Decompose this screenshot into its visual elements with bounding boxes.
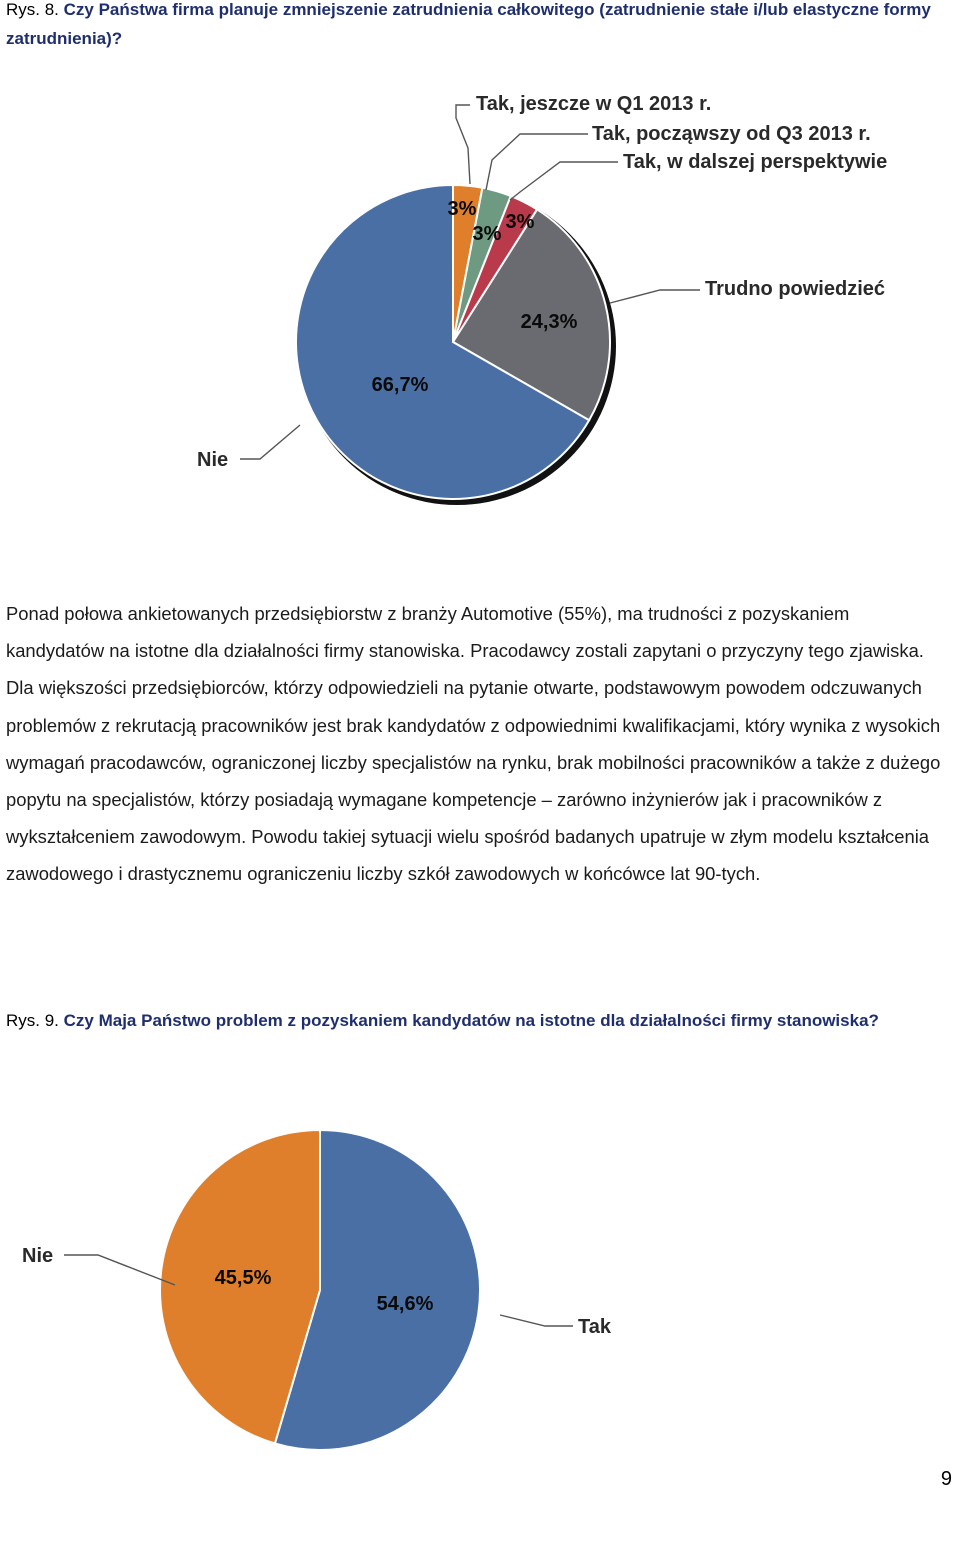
figure-8-number: Rys. 8. bbox=[6, 0, 59, 19]
pie-chart-recruitment-problem bbox=[0, 1090, 960, 1550]
slice-category-label-5: Nie bbox=[197, 449, 229, 471]
slice-category-label-1: Tak bbox=[578, 1316, 611, 1338]
slice-value-label-2: 45,5% bbox=[214, 1267, 272, 1289]
leader-line-1 bbox=[456, 105, 470, 184]
slice-category-label-3: Tak, w dalszej perspektywie bbox=[623, 151, 888, 173]
slice-value-label-1: 3% bbox=[447, 198, 477, 220]
slice-value-label-4: 24,3% bbox=[520, 311, 578, 333]
slice-category-label-2: Nie bbox=[22, 1245, 54, 1267]
figure-9-caption bbox=[6, 1006, 936, 1035]
slice-category-label-2: Tak, począwszy od Q3 2013 r. bbox=[592, 123, 871, 145]
leader-line-1 bbox=[500, 1315, 573, 1326]
figure-9-number: Rys. 9. bbox=[6, 1011, 59, 1030]
leader-line-5 bbox=[240, 425, 300, 459]
page-number: 9 bbox=[940, 1468, 952, 1490]
figure-8-question: Czy Państwa firma planuje zmniejszenie zatrudnienia całkowitego (zatrudnienie stałe i/lub elastyczne formy zatrudnienia)? bbox=[6, 0, 931, 48]
slice-value-label-1: 54,6% bbox=[376, 1293, 434, 1315]
body-paragraph: Ponad połowa ankietowanych przedsiębiorstw z branży Automotive (55%), ma trudności z pozyskaniem kandydatów na istotne dla działalności firmy stanowiska. Pracodawcy zostali zapytani o przyczyny tego zjawiska. Dla większości przedsiębiorców, którzy odpowiedzieli na pytanie otwarte, podstawowym powodem odczuwanych problemów z rekrutacją pracowników jest brak kandydatów z odpowiednimi kwalifikacjami, który wynika z wysokich wymagań pracodawców, ograniczonej liczby specjalistów na rynku, brak mobilności pracowników a także z dużego popytu na specjalistów, którzy posiadają wymagane kompetencje – zarówno inżynierów jak i pracowników z wykształceniem zawodowym. Powodu takiej sytuacji wielu spośród badanych upatruje w złym modelu kształcenia zawodowego i drastycznemu ograniczeniu liczby szkół zawodowych w końcówce lat 90-tych. bbox=[6, 603, 941, 885]
pie-chart-staff-reduction bbox=[0, 0, 960, 560]
slice-category-label-4: Trudno powiedzieć bbox=[705, 278, 886, 300]
slice-value-label-2: 3% bbox=[472, 223, 502, 245]
leader-line-3 bbox=[510, 162, 618, 200]
slice-value-label-5: 66,7% bbox=[371, 374, 429, 396]
slice-category-label-1: Tak, jeszcze w Q1 2013 r. bbox=[476, 93, 712, 115]
figure-9-question: Czy Maja Państwo problem z pozyskaniem kandydatów na istotne dla działalności firmy stanowiska? bbox=[63, 1011, 879, 1030]
slice-value-label-3: 3% bbox=[505, 211, 535, 233]
leader-line-2 bbox=[64, 1255, 175, 1285]
leader-line-4 bbox=[610, 290, 700, 303]
